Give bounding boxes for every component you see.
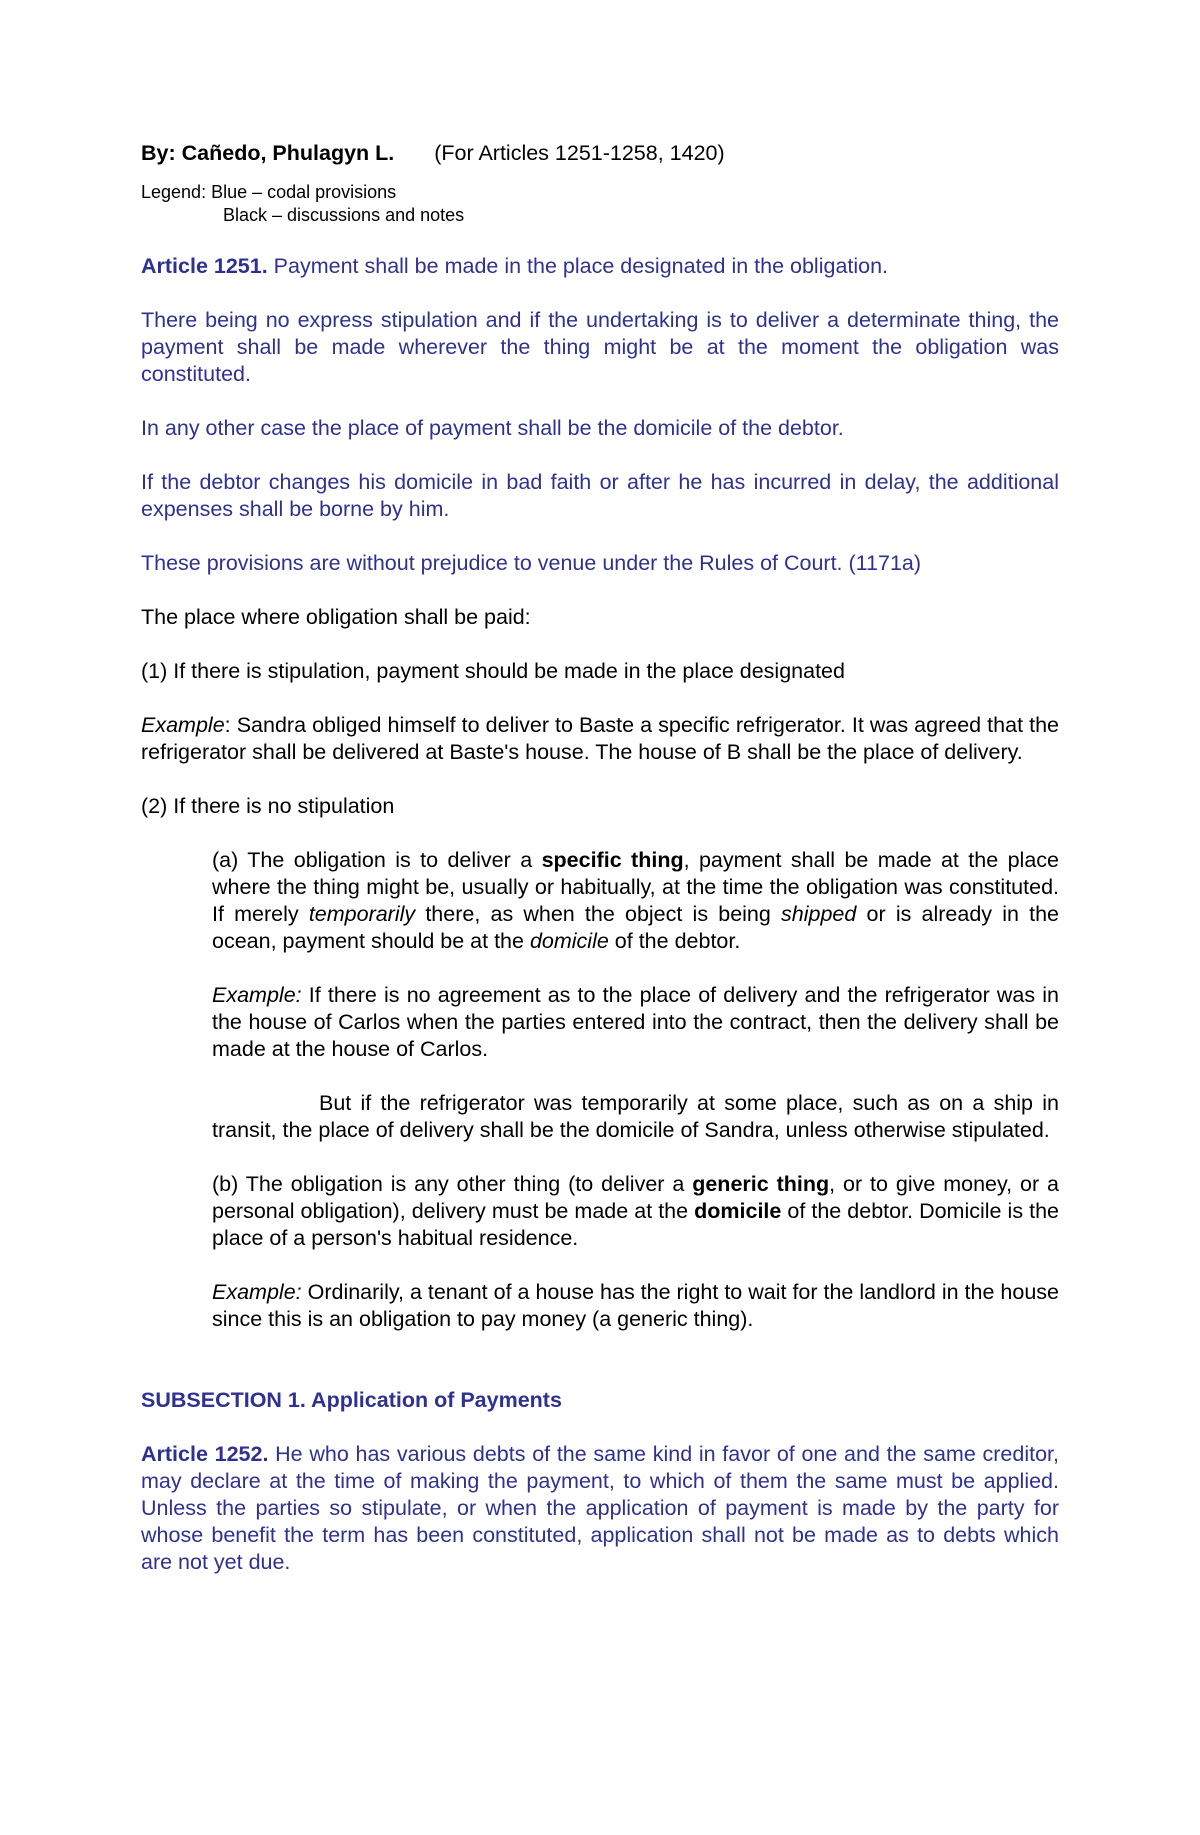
article-1251-label: Article 1251.: [141, 254, 268, 278]
item-2a-specific-thing: specific thing: [541, 848, 684, 872]
article-1251-para-2: There being no express stipulation and if the undertaking is to deliver a determinate thing, the payment shall be made wherever the thing might be at the moment the obligation was constituted.: [141, 308, 1059, 386]
item-2b-domicile: domicile: [694, 1199, 782, 1223]
notes-item-2a: [212, 847, 1059, 955]
notes-item-2: (2) If there is no stipulation: [141, 794, 395, 818]
header-line: [141, 140, 1059, 167]
article-1252-para: [141, 1441, 1059, 1576]
notes-example-2: [212, 982, 1059, 1063]
item-2a-text-4: or is already in the ocean, payment should be at the: [212, 902, 1060, 953]
article-1252-label: Article 1252.: [141, 1442, 269, 1466]
item-2a-temporarily: temporarily: [308, 902, 416, 926]
legend-line-blue: Legend: Blue – codal provisions: [141, 182, 397, 202]
item-2a-shipped: shipped: [781, 902, 857, 926]
example-2-text: If there is no agreement as to the place of delivery and the refrigerator was in the house of Carlos when the parties entered into the contract, then the delivery shall be made at the house of Carlos.: [212, 983, 1059, 1061]
legend: [141, 181, 1059, 227]
notes-item-1: (1) If there is stipulation, payment should be made in the place designated: [141, 659, 845, 683]
article-1252-text: He who has various debts of the same kind in favor of one and the same creditor, may declare at the time of making the payment, to which of them the same must be applied. Unless the parties so stipulate, or when the application of payment is made by the party for whose benefit the term has been constituted, application shall not be made as to debts which are not yet due.: [141, 1442, 1059, 1574]
notes-intro: The place where obligation shall be paid:: [141, 605, 531, 629]
notes-but-paragraph: But if the refrigerator was temporarily at some place, such as on a ship in transit, the place of delivery shall be the domicile of Sandra, unless otherwise stipulated.: [212, 1091, 1059, 1142]
item-2a-domicile: domicile: [529, 929, 609, 953]
article-1251-para-3: In any other case the place of payment shall be the domicile of the debtor.: [141, 416, 844, 440]
legend-line-black: Black – discussions and notes: [223, 205, 465, 225]
article-1251-para-5: These provisions are without prejudice to venue under the Rules of Court. (1171a): [141, 551, 922, 575]
notes-item-2b: [212, 1171, 1059, 1252]
notes-example-3: [212, 1279, 1059, 1333]
article-1251-para-1: [141, 253, 1059, 280]
author-name: By: Cañedo, Phulagyn L.: [141, 141, 395, 165]
item-2b-text-3: of the debtor. Domicile is the place of a person's habitual residence.: [212, 1199, 1059, 1250]
subsection-heading: SUBSECTION 1. Application of Payments: [141, 1388, 562, 1412]
document-body: [141, 140, 1059, 1603]
example-1-text: : Sandra obliged himself to deliver to Baste a specific refrigerator. It was agreed that the refrigerator shall be delivered at Baste's house. The house of B shall be the place of delivery.: [141, 713, 1059, 764]
notes-example-1: [141, 712, 1059, 766]
example-2-label: Example:: [212, 983, 302, 1007]
example-3-text: Ordinarily, a tenant of a house has the right to wait for the landlord in the house since this is an obligation to pay money (a generic thing).: [212, 1280, 1059, 1331]
item-2a-text-5: of the debtor.: [608, 929, 741, 953]
item-2b-text-2: , or to give money, or a personal obligation), delivery must be made at the: [212, 1172, 1060, 1223]
item-2a-text-1: (a) The obligation is to deliver a: [212, 848, 542, 872]
item-2b-generic-thing: generic thing: [692, 1172, 830, 1196]
example-3-label: Example:: [212, 1280, 302, 1304]
articles-range: (For Articles 1251-1258, 1420): [434, 141, 725, 165]
article-1251-para-4: If the debtor changes his domicile in bad faith or after he has incurred in delay, the additional expenses shall be borne by him.: [141, 470, 1059, 521]
item-2a-text-2: , payment shall be made at the place where the thing might be, usually or habitually, at the time the obligation was constituted. If merely: [212, 848, 1059, 926]
item-2a-text-3: there, as when the object is being: [415, 902, 782, 926]
item-2b-text-1: (b) The obligation is any other thing (to deliver a: [212, 1172, 693, 1196]
example-1-label: Example: [141, 713, 225, 737]
article-1251-text: Payment shall be made in the place designated in the obligation.: [267, 254, 889, 278]
